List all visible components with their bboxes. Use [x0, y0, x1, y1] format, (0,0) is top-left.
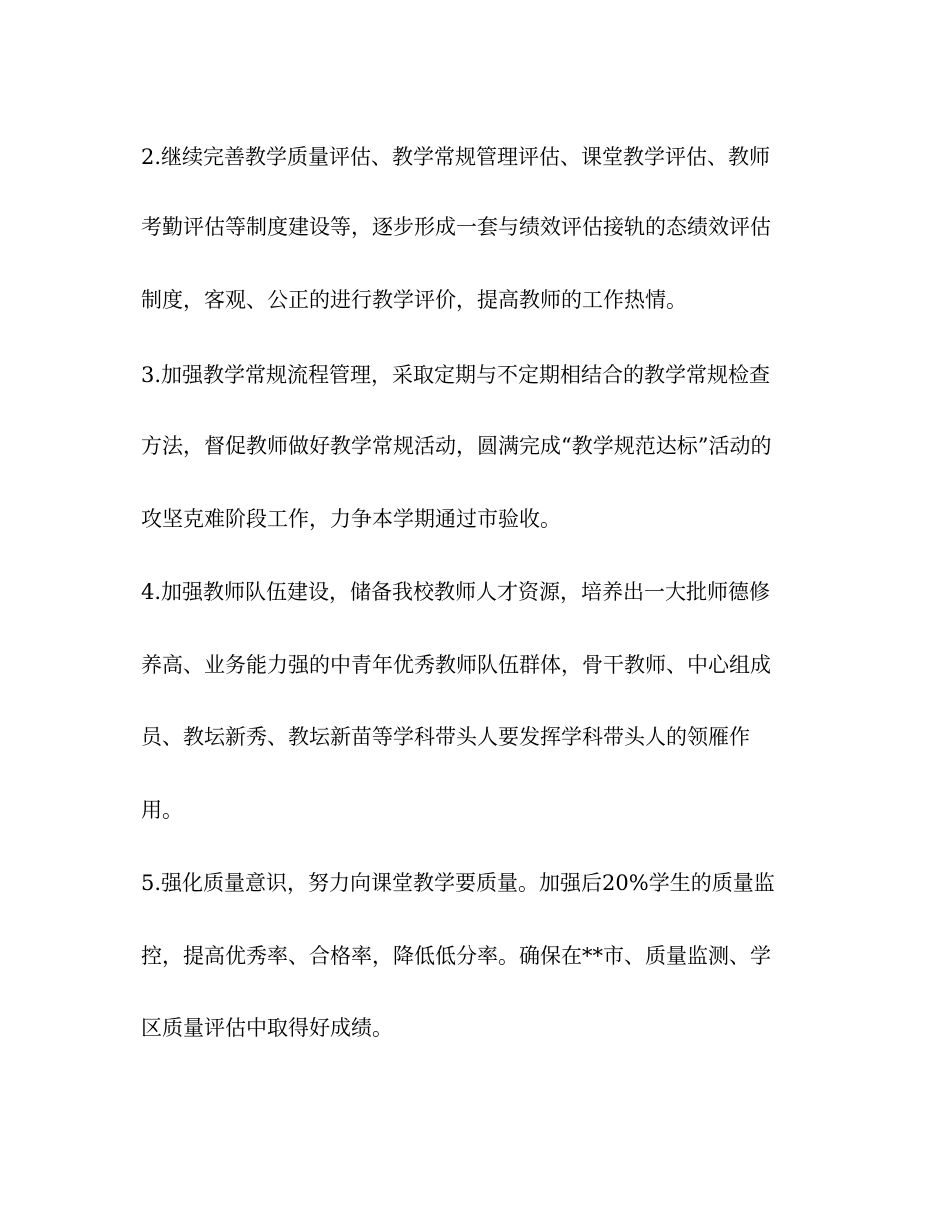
text-line: 4.加强教师队伍建设，储备我校教师人才资源，培养出一大批师德修: [141, 580, 771, 604]
text-line: 考勤评估等制度建设等，逐步形成一套与绩效评估接轨的态绩效评估: [141, 215, 771, 239]
text-line: 5.强化质量意识，努力向课堂教学要质量。加强后20%学生的质量监: [141, 871, 775, 895]
text-line: 方法，督促教师做好教学常规活动，圆满完成“教学规范达标”活动的: [141, 434, 772, 458]
text-line: 区质量评估中取得好成绩。: [141, 1016, 393, 1040]
text-line: 控，提高优秀率、合格率，降低低分率。确保在**市、质量监测、学: [141, 944, 771, 968]
text-line: 攻坚克难阶段工作，力争本学期通过市验收。: [141, 507, 561, 531]
text-line: 制度，客观、公正的进行教学评价，提高教师的工作热情。: [141, 288, 687, 312]
text-line: 用。: [141, 798, 183, 822]
text-line: 2.继续完善教学质量评估、教学常规管理评估、课堂教学评估、教师: [141, 145, 771, 169]
text-line: 员、教坛新秀、教坛新苗等学科带头人要发挥学科带头人的领雁作: [141, 725, 750, 749]
text-line: 养高、业务能力强的中青年优秀教师队伍群体，骨干教师、中心组成: [141, 653, 771, 677]
text-line: 3.加强教学常规流程管理，采取定期与不定期相结合的教学常规检查: [141, 363, 771, 387]
